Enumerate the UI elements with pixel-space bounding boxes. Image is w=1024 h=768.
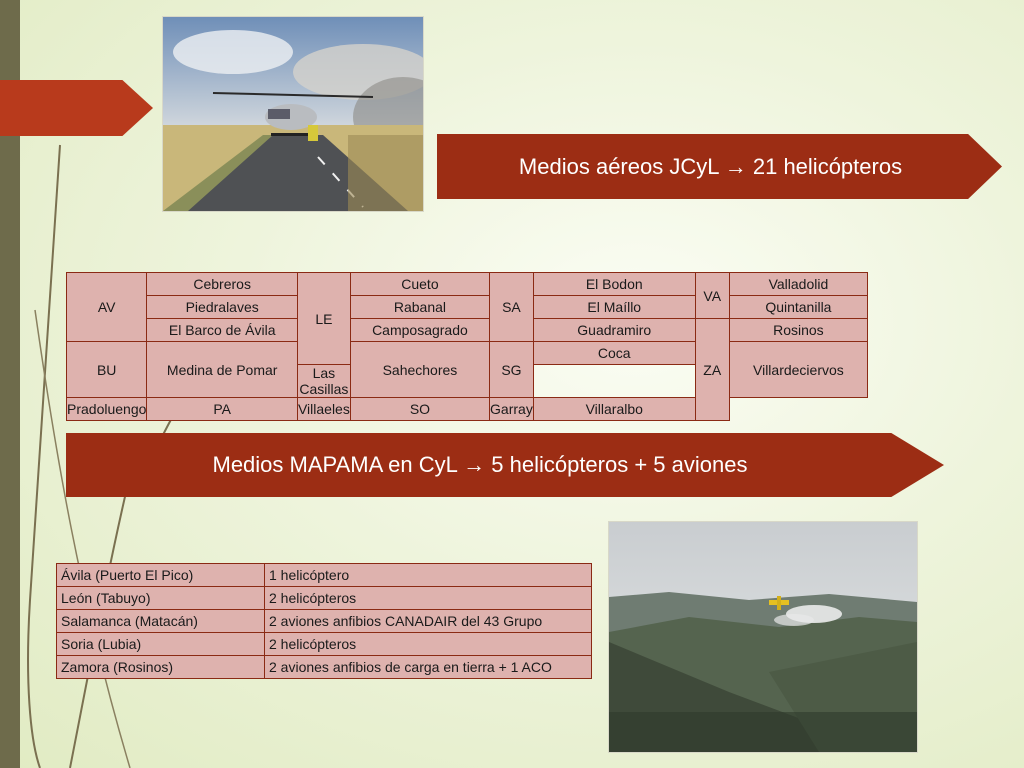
means-cell: 2 helicópteros [265, 633, 592, 656]
base-cell: Cueto [350, 273, 489, 296]
base-cell: Villardeciervos [729, 342, 867, 398]
region-cell: BU [67, 342, 147, 398]
base-cell: El Barco de Ávila [147, 319, 298, 342]
base-cell: Medina de Pomar [147, 342, 298, 398]
region-cell: AV [67, 273, 147, 342]
means-cell: 1 helicóptero [265, 564, 592, 587]
base-cell: Valladolid [729, 273, 867, 296]
base-cell: Rabanal [350, 296, 489, 319]
means-cell: 2 aviones anfibios de carga en tierra + 1 ACO [265, 656, 592, 679]
means-cell: 2 aviones anfibios CANADAIR del 43 Grupo [265, 610, 592, 633]
table-row [57, 656, 592, 679]
base-cell: Rosinos [729, 319, 867, 342]
base-cell: Cebreros [147, 273, 298, 296]
base-cell: Zamora (Rosinos) [57, 656, 265, 679]
region-cell: SA [490, 273, 534, 342]
table-row [57, 633, 592, 656]
table-row [57, 564, 592, 587]
region-cell: LE [297, 273, 350, 365]
jcyl-banner [437, 134, 1002, 199]
decorative-arrow-tab [0, 80, 153, 136]
base-cell: Guadramiro [533, 319, 695, 342]
table-row [67, 342, 868, 365]
base-cell: Ávila (Puerto El Pico) [57, 564, 265, 587]
region-cell: SO [350, 398, 489, 421]
mapama-banner-text: Medios MAPAMA en CyL → 5 helicópteros + 5 aviones [212, 452, 748, 477]
base-cell: Sahechores [350, 342, 489, 398]
jcyl-banner-text: Medios aéreos JCyL → 21 helicópteros [518, 153, 903, 179]
table-row [67, 319, 868, 342]
mapama-bases-table [56, 563, 592, 679]
table-row [67, 273, 868, 296]
mapama-banner [66, 433, 944, 497]
seaplane-photo [608, 521, 918, 753]
base-cell: Villaralbo [533, 398, 695, 421]
jcyl-bases-table [66, 272, 868, 421]
base-cell: El Maíllo [533, 296, 695, 319]
base-cell: Salamanca (Matacán) [57, 610, 265, 633]
base-cell: Quintanilla [729, 296, 867, 319]
table-row [57, 610, 592, 633]
base-cell: Las Casillas [299, 365, 349, 397]
base-cell: Villaeles [297, 398, 350, 421]
base-cell: El Bodon [533, 273, 695, 296]
base-cell: Garray [490, 398, 534, 421]
base-cell: Camposagrado [350, 319, 489, 342]
region-cell: ZA [695, 319, 729, 421]
region-cell: VA [695, 273, 729, 319]
base-cell: Piedralaves [147, 296, 298, 319]
base-cell: Pradoluengo [67, 398, 147, 421]
base-cell: Coca [533, 342, 695, 365]
helicopter-photo [162, 16, 424, 212]
table-row [67, 296, 868, 319]
table-row [57, 587, 592, 610]
table-row [67, 398, 868, 421]
means-cell: 2 helicópteros [265, 587, 592, 610]
region-cell: SG [490, 342, 534, 398]
base-cell: León (Tabuyo) [57, 587, 265, 610]
base-cell: Soria (Lubia) [57, 633, 265, 656]
region-cell: PA [147, 398, 298, 421]
